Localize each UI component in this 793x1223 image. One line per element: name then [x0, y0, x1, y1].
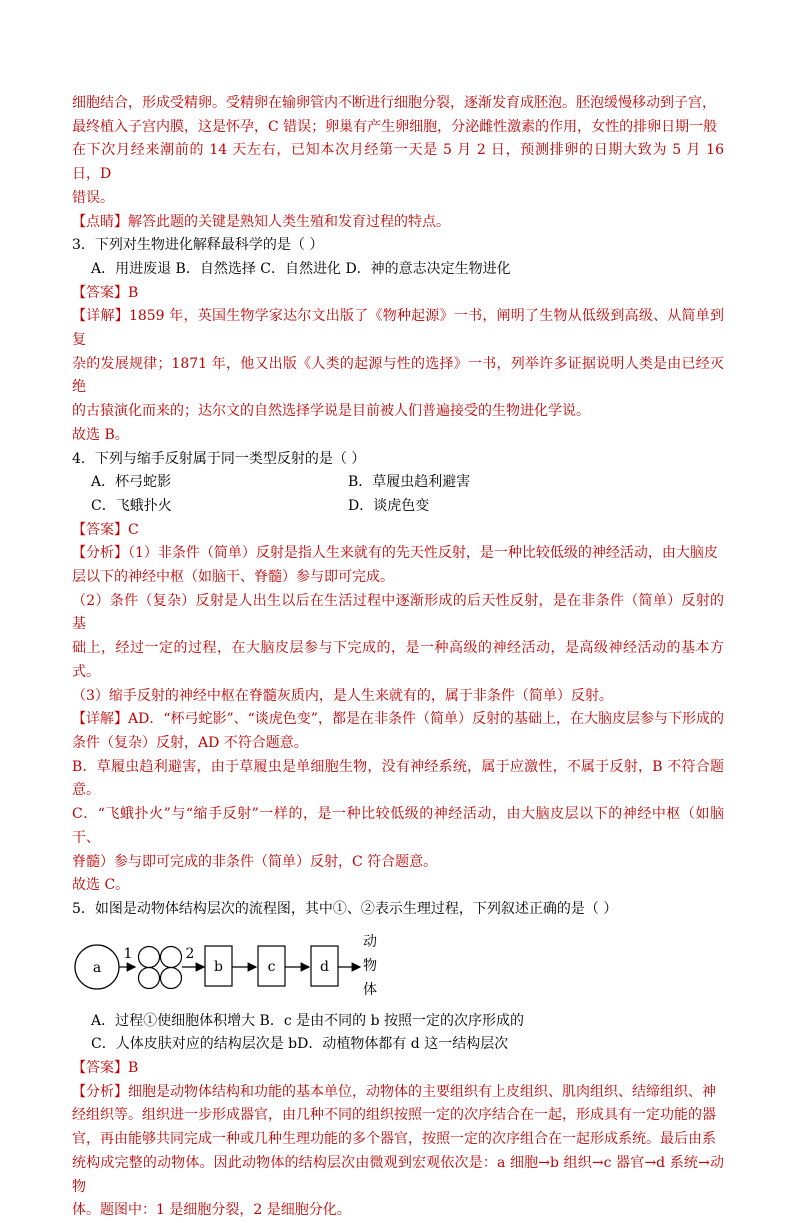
end-label-char: 物	[363, 957, 377, 974]
divided-cell	[139, 946, 160, 967]
text-line: 最终植入子宫内膜，这是怀孕，C 错误；卵巢有产生卵细胞，分泌雌性激素的作用，女性的排卵日期一般	[72, 118, 718, 135]
answer-value: B	[128, 1060, 139, 1077]
q4-analysis-line: （2）条件（复杂）反射是人出生以后在生活过程中逐渐形成的后天性反射，是在非条件（简单）反射的基	[72, 592, 724, 633]
q4-explain-line: 脊髓）参与即可完成的非条件（简单）反射，C 符合题意。	[72, 853, 438, 870]
answer-value: B	[128, 284, 139, 301]
process-2-label: 2	[185, 945, 195, 962]
q3-conclusion: 故选 B。	[72, 426, 129, 443]
q4-options-row	[72, 471, 724, 495]
analysis-text: （1）非条件（简单）反射是指人生来就有的先天性反射，是一种比较低级的神经活动，由大脑皮	[128, 545, 718, 562]
q3-explain-line: 杂的发展规律；1871 年，他又出版《人类的起源与性的选择》一书，列举许多证据说明人类是由已经灭绝	[72, 355, 724, 396]
text-line: 错误。	[72, 189, 114, 206]
analysis-tag: 【分析】	[72, 545, 128, 562]
analysis-text: 细胞是动物体结构和功能的基本单位，动物体的主要组织有上皮组织、肌肉组织、结缔组织、神	[128, 1083, 716, 1100]
q4-option-c: C．飞蛾扑火	[91, 497, 172, 514]
text-line: 在下次月经来潮前的 14 天左右，已知本次月经第一天是 5 月 2 日，预测排卵的日期大致为 5 月 16 日，D	[72, 142, 724, 183]
dianjing-text: 解答此题的关键是熟知人类生殖和发育过程的特点。	[128, 213, 450, 230]
q3-answer	[72, 282, 724, 306]
q4-stem: 4．下列与缩手反射属于同一类型反射的是（ ）	[72, 450, 366, 467]
q4-explain-line: 条件（复杂）反射，AD 不符合题意。	[72, 734, 308, 751]
answer-value: C	[128, 521, 139, 538]
end-label-char: 动	[363, 933, 377, 950]
answer-tag: 【答案】	[72, 1060, 128, 1077]
node-a-label: a	[92, 959, 102, 976]
answer-tag: 【答案】	[72, 284, 128, 301]
q4-option-a: A．杯弓蛇影	[91, 474, 172, 491]
q4-conclusion: 故选 C。	[72, 877, 130, 894]
q5-options-cd: C．人体皮肤对应的结构层次是 bD．动植物体都有 d 这一结构层次	[91, 1036, 509, 1053]
analysis-tag: 【分析】	[72, 1083, 128, 1100]
q4-option-d: D．谈虎色变	[348, 497, 430, 514]
q4-explain-line: B．草履虫趋利避害，由于草履虫是单细胞生物，没有神经系统，属于应激性，不属于反射，B 不符合题意。	[72, 758, 724, 799]
page-content	[72, 92, 724, 1223]
node-c-label: c	[267, 958, 276, 975]
q5-analysis-line: 体。题图中：1 是细胞分裂，2 是细胞分化。	[72, 1202, 351, 1219]
explain-text: AD．“杯弓蛇影”、“谈虎色变”，都是在非条件（简单）反射的基础上，在大脑皮层参与下形成的	[128, 711, 724, 728]
structure-flow-diagram	[72, 922, 724, 1010]
q4-explain-line	[72, 708, 724, 732]
q4-analysis-line: （3）缩手反射的神经中枢在脊髓灰质内，是人生来就有的，属于非条件（简单）反射。	[72, 687, 613, 704]
explain-text: 1859 年，英国生物学家达尔文出版了《物种起源》一书，阐明了生物从低级到高级、从简单到复	[72, 308, 725, 349]
q5-analysis-line: 经组织等。组织进一步形成器官，由几种不同的组织按照一定的次序结合在一起，形成具有一定功能的器	[72, 1107, 716, 1124]
node-b-label: b	[214, 958, 223, 975]
divided-cell	[139, 967, 160, 988]
dianjing-paragraph	[72, 211, 724, 235]
divided-cell	[161, 946, 182, 967]
q5-analysis-line: 统构成完整的动物体。因此动物体的结构层次由微观到宏观依次是：a 细胞→b 组织→c 器官→d 系统→动物	[72, 1154, 724, 1195]
end-label-char: 体	[363, 981, 377, 998]
divided-cell	[161, 967, 182, 988]
node-d-label: d	[320, 958, 329, 975]
q4-analysis-line: 层以下的神经中枢（如脑干、脊髓）参与即可完成。	[72, 569, 394, 586]
q3-explain-line: 的古猿演化而来的；达尔文的自然选择学说是目前被人们普遍接受的生物进化学说。	[72, 403, 590, 420]
explain-tag: 【详解】	[72, 308, 129, 325]
process-1-label: 1	[123, 945, 133, 962]
q5-analysis-line: 官，再由能够共同完成一种或几种生理功能的多个器官，按照一定的次序组合在一起形成系统。最后由系	[72, 1131, 716, 1148]
q4-analysis-line: 础上，经过一定的过程，在大脑皮层参与下完成的，是一种高级的神经活动，是高级神经活动的基本方式。	[72, 640, 724, 680]
answer-tag: 【答案】	[72, 521, 128, 538]
q3-stem: 3．下列对生物进化解释最科学的是（ ）	[72, 237, 324, 254]
dianjing-tag: 【点睛】	[72, 213, 128, 230]
q5-stem: 5．如图是动物体结构层次的流程图，其中①、②表示生理过程，下列叙述正确的是（ ）	[72, 900, 618, 917]
q5-analysis-line	[72, 1081, 724, 1105]
q4-options-row	[72, 495, 724, 519]
q4-option-b: B．草履虫趋利避害	[348, 474, 471, 491]
q5-answer	[72, 1057, 724, 1081]
q3-explain-line	[72, 305, 724, 352]
explain-tag: 【详解】	[72, 711, 128, 728]
q4-answer	[72, 519, 724, 543]
text-line: 细胞结合，形成受精卵。受精卵在输卵管内不断进行细胞分裂，逐渐发育成胚泡。胚泡缓慢移动到子宫，	[72, 95, 716, 111]
q4-explain-line: C．“飞蛾扑火”与“缩手反射”一样的，是一种比较低级的神经活动，由大脑皮层以下的神经中枢（如脑干、	[72, 806, 724, 846]
q4-analysis-line	[72, 542, 724, 566]
flow-diagram-svg	[72, 922, 402, 1010]
q3-options: A．用进废退 B．自然选择 C．自然进化 D．神的意志决定生物进化	[91, 260, 511, 277]
q5-options-ab: A．过程①使细胞体积增大 B．c 是由不同的 b 按照一定的次序形成的	[91, 1012, 525, 1029]
